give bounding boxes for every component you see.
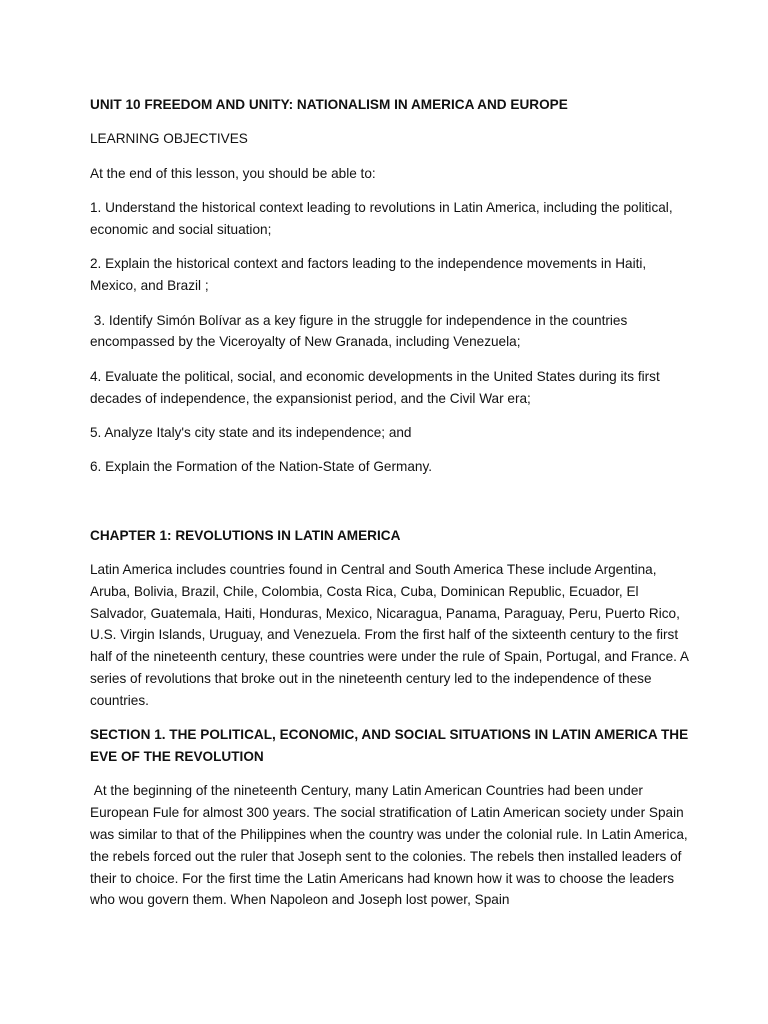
chapter-paragraph: Latin America includes countries found in Central and South America These include Argentina, Aruba, Bolivia, Brazil, Chile, Colombia, Costa Rica, Cuba, Dominican Republic, Ecuador, El Salvador, Guatemala, Haiti, Honduras, Mexico, Nicaragua, Panama, Paraguay, Peru, Puerto Rico, U.S. Virgin Islands, Uruguay, and Venezuela. From the first half of the sixteenth century to the first half of the nineteenth century, these countries were under the rule of Spain, Portugal, and France. A series of revolutions that broke out in the nineteenth century led to the independence of these countries. xyxy=(90,562,693,708)
document-content xyxy=(90,94,693,911)
objective-item-2: 2. Explain the historical context and factors leading to the independence movements in Haiti, Mexico, and Brazil ; xyxy=(90,256,650,294)
objective-item-3: 3. Identify Simón Bolívar as a key figure in the struggle for independence in the countries encompassed by the Viceroyalty of New Granada, including Venezuela; xyxy=(90,312,632,350)
section-heading: SECTION 1. THE POLITICAL, ECONOMIC, AND SOCIAL SITUATIONS IN LATIN AMERICA THE EVE OF THE REVOLUTION xyxy=(90,727,692,764)
learning-objectives-heading: LEARNING OBJECTIVES xyxy=(90,131,248,147)
section-paragraph: At the beginning of the nineteenth Century, many Latin American Countries had been under European Fule for almost 300 years. The social stratification of Latin American society under Spain was similar to that of the Philippines when the country was under the colonial rule. In Latin America, the rebels forced out the ruler that Joseph sent to the colonies. The rebels then installed leaders of their to choice. For the first time the Latin Americans had known how it was to choose the leaders who wou govern them. When Napoleon and Joseph lost power, Spain xyxy=(90,783,692,908)
unit-title: UNIT 10 FREEDOM AND UNITY: NATIONALISM IN AMERICA AND EUROPE xyxy=(90,97,568,112)
objective-item-5: 5. Analyze Italy's city state and its independence; and xyxy=(90,424,412,440)
objective-item-1: 1. Understand the historical context leading to revolutions in Latin America, including the political, economic and social situation; xyxy=(90,200,677,237)
objective-item-6: 6. Explain the Formation of the Nation-State of Germany. xyxy=(90,459,433,475)
objective-item-4: 4. Evaluate the political, social, and economic developments in the United States during its first decades of independence, the expansionist period, and the Civil War era; xyxy=(90,368,664,406)
objectives-intro: At the end of this lesson, you should be able to: xyxy=(90,165,376,181)
chapter-heading: CHAPTER 1: REVOLUTIONS IN LATIN AMERICA xyxy=(90,527,401,543)
